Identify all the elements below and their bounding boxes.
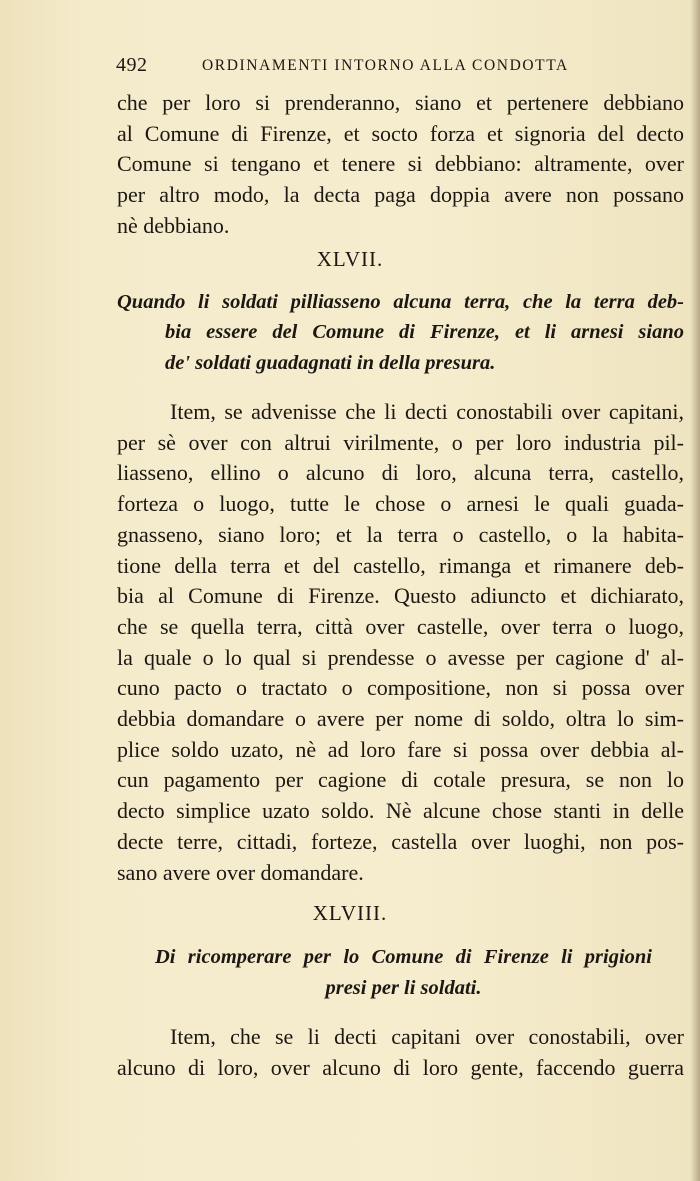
text-line: Comune si tengano et tenere si debbiano: altramente, over — [117, 151, 684, 177]
text-line: nè debbiano. — [117, 212, 230, 238]
rubric-line: presi per li soldati. — [325, 976, 482, 999]
text-line: sano avere over domandare. — [117, 859, 364, 885]
text-line: cun pagamento per cagione di cotale presura, se non lo — [117, 767, 684, 793]
text-line: tione della terra et del castello, rimanga et rimanere deb- — [117, 552, 684, 578]
page-edge-shadow — [690, 0, 700, 1181]
page-number: 492 — [116, 54, 148, 76]
text-line: al Comune di Firenze, et socto forza et signoria del decto — [117, 120, 684, 146]
page-header — [116, 54, 586, 80]
text-line: gnasseno, siano loro; et la terra o castello, o la habita- — [117, 521, 684, 547]
chapter-body-xlvii — [117, 397, 684, 888]
chapter-heading-xlvii: XLVII. — [316, 247, 384, 271]
text-line: per altro modo, la decta paga doppia avere non possano — [117, 182, 684, 208]
text-line: cuno pacto o tractato o compositione, non si possa over — [117, 675, 684, 701]
chapter-rubric-xlvii — [117, 287, 684, 318]
text-line: forteza o luogo, tutte le chose o arnesi le quali guada- — [117, 491, 684, 517]
text-line: per sè over con altrui virilmente, o per loro industria pil- — [117, 429, 684, 455]
chapter-rubric-xlvii-cont — [165, 317, 684, 378]
chapter-body-xlviii — [117, 1022, 684, 1083]
text-line: Item, che se li decti capitani over conostabili, over — [170, 1024, 684, 1049]
text-line: decto simplice uzato soldo. Nè alcune chose stanti in delle — [117, 798, 684, 824]
rubric-line: Quando li soldati pilliasseno alcuna terra, che la terra deb- — [117, 291, 684, 313]
text-line: bia al Comune di Firenze. Questo adiuncto et dichiarato, — [117, 583, 684, 609]
text-line: decte terre, cittadi, forteze, castella over luoghi, non pos- — [117, 828, 684, 854]
text-line: la quale o lo qual si prendesse o avesse per cagione d' al- — [117, 644, 684, 670]
text-line: che se quella terra, città over castelle, over terra o luogo, — [117, 613, 684, 639]
rubric-line: de' soldati guadagnati in della presura. — [165, 351, 496, 374]
chapter-rubric-xlviii — [155, 942, 652, 1003]
text-line: alcuno di loro, over alcuno di loro gente, faccendo guerra — [117, 1054, 684, 1080]
text-line: Item, se advenisse che li decti conostabili over capitani, — [170, 399, 684, 424]
text-line: plice soldo uzato, nè ad loro fare si possa over debbia al- — [117, 736, 684, 762]
paragraph-continuation — [117, 88, 684, 242]
rubric-line: Di ricomperare per lo Comune di Firenze li prigioni — [155, 946, 652, 968]
text-line: debbia domandare o avere per nome di soldo, oltra lo sim- — [117, 706, 684, 732]
text-line: liasseno, ellino o alcuno di loro, alcuna terra, castello, — [117, 460, 684, 486]
rubric-line: bia essere del Comune di Firenze, et li arnesi siano — [165, 321, 684, 343]
chapter-heading-xlviii: XLVIII. — [312, 901, 388, 925]
running-title: ORDINAMENTI INTORNO ALLA CONDOTTA — [202, 57, 569, 74]
text-line: che per loro si prenderanno, siano et pertenere debbiano — [117, 90, 684, 115]
